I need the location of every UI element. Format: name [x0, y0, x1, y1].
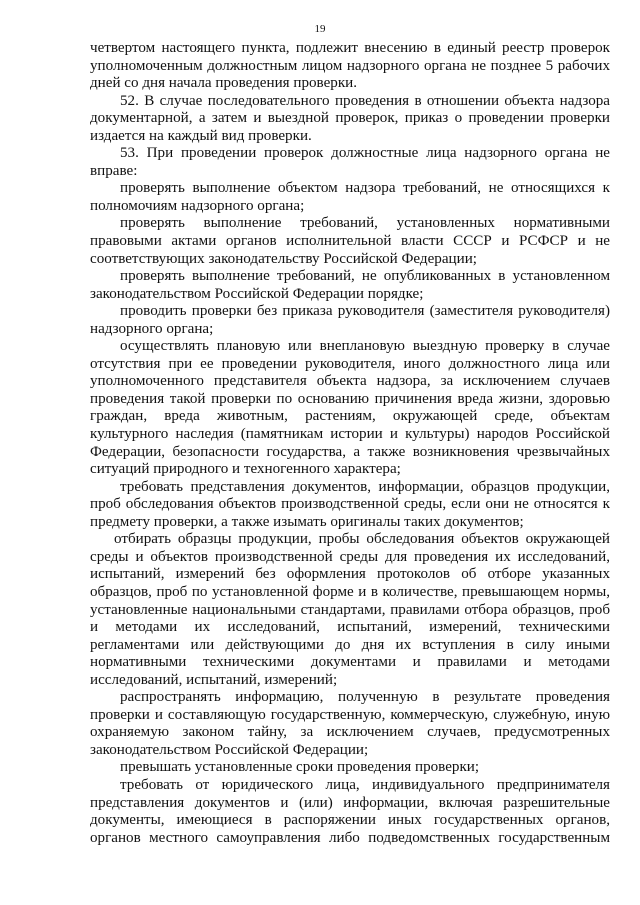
paragraph-clause: превышать установленные сроки проведения проверки;: [120, 759, 480, 776]
document-body: [90, 40, 610, 847]
paragraph-clause: требовать представления документов, информации, образцов продукции, проб обследования объектов производственной среды, если они не относятся к предмету проверки, а также изымать оригиналы таких документов;: [90, 478, 610, 530]
paragraph-continuation: четвертом настоящего пункта, подлежит внесению в единый реестр проверок уполномоченным должностным лицом надзорного органа не позднее 5 рабочих дней со дня начала проведения проверки.: [90, 40, 610, 92]
paragraph-clause: отбирать образцы продукции, пробы обследования объектов окружающей среды и объектов производственной среды для проведения их исследований, испытаний, измерений без оформления протоколов об отборе указанных образцов, проб по установленной форме и в количестве, превышающем нормы, установленные национальными стандартами, правилами отбора образцов, проб и методами их исследований, испытаний, измерений, техническими регламентами или действующими до дня их вступления в силу иными нормативными техническими документами и правилами и методами исследований, испытаний, измерений;: [90, 531, 610, 688]
paragraph-clause: осуществлять плановую или внеплановую выездную проверку в случае отсутствия при ее проведении руководителя, иного должностного лица или уполномоченного представителя объекта надзора, за исключением случаев проведения такой проверки по основанию причинения вреда жизни, здоровью граждан, вреда животным, растениям, окружающей среде, объектам культурного наследия (памятникам истории и культуры) народов Российской Федерации, безопасности государства, а также возникновения чрезвычайных ситуаций природного и техногенного характера;: [90, 338, 610, 478]
page-number: 19: [314, 23, 326, 35]
paragraph-item-52: 52. В случае последовательного проведения в отношении объекта надзора документарной, а затем и выездной проверок, приказ о проведении проверки издается на каждый вид проверки.: [90, 92, 610, 144]
paragraph-clause: проводить проверки без приказа руководителя (заместителя руководителя) надзорного органа;: [90, 303, 610, 337]
paragraph-clause: требовать от юридического лица, индивидуального предпринимателя представления документов и (или) информации, включая разрешительные документы, имеющиеся в распоряжении иных государственных органов, органов местного самоуправления либо подведомственных государственным: [90, 776, 610, 846]
paragraph-clause: распространять информацию, полученную в результате проведения проверки и составляющую государственную, коммерческую, служебную, иную охраняемую законом тайну, за исключением случаев, предусмотренных законодательством Российской Федерации;: [90, 689, 610, 758]
paragraph-clause: проверять выполнение требований, установленных нормативными правовыми актами органов исполнительной власти СССР и РСФСР и не соответствующих законодательству Российской Федерации;: [90, 215, 610, 267]
paragraph-clause: проверять выполнение объектом надзора требований, не относящихся к полномочиям надзорного органа;: [90, 180, 610, 214]
paragraph-clause: проверять выполнение требований, не опубликованных в установленном законодательством Российской Федерации порядке;: [90, 268, 610, 302]
paragraph-item-53: 53. При проведении проверок должностные лица надзорного органа не вправе:: [90, 145, 610, 179]
